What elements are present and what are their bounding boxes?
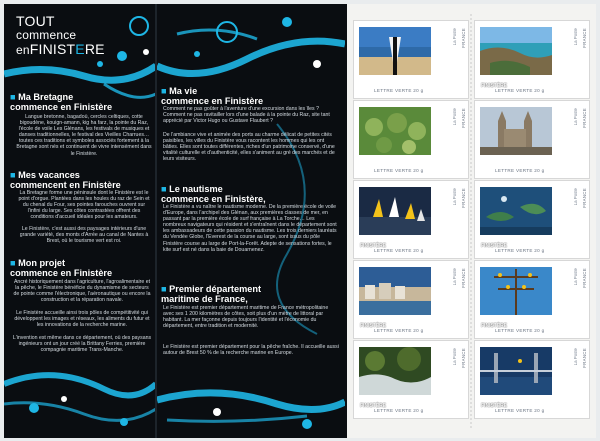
stamp[interactable] [353, 180, 469, 259]
stamp-photo-beach-flags [359, 27, 431, 75]
stamp-photo-coastal-rocks [480, 27, 552, 75]
stamp[interactable] [474, 340, 590, 419]
stamp-photo-cathedral [480, 107, 552, 155]
stamp[interactable] [353, 20, 469, 99]
section-nautisme-body: Le Finistère a vu naître le nautisme moderne. De la première école de voile d'Europe, dans l'archipel des Glénan, aux premières classes de mer, en passant par la première école de surf française à La Torche… Les nombreux navigateurs qui résident et s'entraînent dans le département sont les ambassadeurs de cette passion du nautisme. Les trois derniers lauréats du Vendée Globe, l'Everest de la course au large, sont issus du pôle Finistère course au large de Port-la-Forêt. Adepte de sensations fortes, le kite surf est né dans la baie de Douarnenez. [163, 204, 337, 253]
stamp[interactable] [474, 260, 590, 339]
stamp-brand: La Poste [573, 188, 578, 206]
stamp-country: FRANCE [582, 108, 587, 128]
stamp[interactable] [474, 20, 590, 99]
cover-title-re: RE [84, 41, 105, 57]
section-bretagne-title: ■ Ma Bretagne commence en Finistère [10, 92, 113, 112]
stamp-value: LETTRE VERTE 20 g [495, 88, 545, 93]
stamp[interactable] [474, 180, 590, 259]
stamp-brand: La Poste [573, 28, 578, 46]
stamp-label: FINISTÈRE [481, 403, 508, 409]
stamp-photo-islands-aerial [480, 187, 552, 235]
section-projet-body1: Ancré historiquement dans l'agriculture, l'agroalimentaire et la pêche, le Finistère bénéficie du dynamisme de secteurs de pointe comme l'électronique, l'aéronautique ou encore la construction et la réparation navale. [13, 279, 151, 304]
middle-panel [157, 4, 345, 438]
stamp-country: FRANCE [582, 348, 587, 368]
stamp-photo-sailing-rigging [480, 267, 552, 315]
section-nautisme-title: ■ Le nautisme commence en Finistère, [161, 184, 266, 204]
stamp-value: LETTRE VERTE 20 g [495, 168, 545, 173]
section-projet-title: ■ Mon projet commence en Finistère [10, 258, 113, 278]
stamp-value: LETTRE VERTE 20 g [374, 88, 424, 93]
stamp-brand: La Poste [452, 108, 457, 126]
cover-title-line1: TOUT [16, 13, 55, 29]
stamp-photo-artichokes [359, 107, 431, 155]
stamp-brand: La Poste [573, 108, 578, 126]
cover-title-finist: FINIST [29, 41, 76, 57]
stamp-value: LETTRE VERTE 20 g [495, 408, 545, 413]
cover-title-line3 [16, 42, 105, 57]
stamp-value: LETTRE VERTE 20 g [495, 328, 545, 333]
stamp-label: FINISTÈRE [360, 403, 387, 409]
stamp-label: FINISTÈRE [481, 83, 508, 89]
section-premier-body1: Le Finistère est premier département maritime de France métropolitaine avec ses 1 200 kilomètres de côtes, soit plus d'un mètre de littoral par habitant. La mer façonne depuis toujours l'identité et l'économie du département, entre tradition et modernité. [163, 305, 329, 330]
stamp-photo-forest-stream [359, 347, 431, 395]
cover-title-en: en [16, 43, 30, 57]
cover-title-accent-e: E [75, 41, 85, 57]
stamp[interactable] [474, 100, 590, 179]
stamp-label: FINISTÈRE [360, 243, 387, 249]
stamp-brand: La Poste [573, 348, 578, 366]
section-vie-title: ■ Ma vie commence en Finistère [161, 86, 264, 106]
stamp-brand: La Poste [452, 268, 457, 286]
stamp-photo-windsurfers [359, 187, 431, 235]
section-vacances-body2: Le Finistère, c'est aussi des paysages intérieurs d'une grande variété, des monts d'Arrée au canal de Nantes à Brest, où le tourisme vert est roi. [19, 226, 149, 245]
section-premier-body2: Le Finistère est premier département pour la pêche fraîche. Il accueille aussi autour de Brest 50 % de la recherche marine en Europe. [163, 344, 339, 357]
section-projet-body2: Le Finistère accueille ainsi trois pôles de compétitivité qui développent les images et réseaux, les aliments du futur et les innovations de la recherche marine. [14, 310, 150, 329]
stamp-brand: La Poste [573, 268, 578, 286]
booklet-sheet [4, 4, 596, 438]
stamp-label: FINISTÈRE [481, 323, 508, 329]
stamp-value: LETTRE VERTE 20 g [374, 408, 424, 413]
stamp-country: FRANCE [461, 108, 466, 128]
stamp-country: FRANCE [582, 28, 587, 48]
cover-title-line2: commence [16, 28, 77, 42]
stamp-country: FRANCE [461, 348, 466, 368]
stamp-country: FRANCE [582, 188, 587, 208]
swirl-decoration-left [4, 4, 156, 438]
stamp-sheet [347, 4, 596, 438]
section-vie-body2: De l'ambiance vive et animée des ports au charme délicat de petites cités paisibles, les villes du Finistère vous racontent les hommes qui les ont bâties. Elles sont toutes différentes, riches d'un patrimoine conservé, d'une vitalité culturelle et d'authenticité, elles s'animent au gré des marchés et de leurs visiteurs. [163, 132, 335, 163]
stamp-country: FRANCE [582, 268, 587, 288]
stamp-value: LETTRE VERTE 20 g [374, 248, 424, 253]
stamp-value: LETTRE VERTE 20 g [374, 168, 424, 173]
stamp[interactable] [353, 100, 469, 179]
section-vie-body1: Comment ne pas goûter à l'aventure d'une excursion dans les îles ? Comment ne pas ravitailler lors d'une balade à la pointe du Raz, site tant apprécié par Victor Hugo ou Gustave Flaubert ? [163, 106, 330, 125]
stamp-country: FRANCE [461, 188, 466, 208]
section-projet-body3: L'invention est même dans ce département, où des paysans ingénieurs ont un jour créé la Brittany Ferries, première compagnie maritime Trans-Manche. [12, 335, 152, 354]
stamp-brand: La Poste [452, 348, 457, 366]
section-vacances-title: ■ Mes vacances commencent en Finistère [10, 170, 121, 190]
left-panel [4, 4, 156, 438]
stamp-photo-harbor-town [359, 267, 431, 315]
stamp-value: LETTRE VERTE 20 g [374, 328, 424, 333]
stamp-label: FINISTÈRE [481, 243, 508, 249]
stamp-value: LETTRE VERTE 20 g [495, 248, 545, 253]
stamp-country: FRANCE [461, 268, 466, 288]
cover-title [16, 14, 105, 57]
stamp[interactable] [353, 340, 469, 419]
stamp-country: FRANCE [461, 28, 466, 48]
section-bretagne-body: Langue bretonne, bagadoù, cercles celtiques, cotte bigoudène, kouign-amann, kig ha farz, la pointe du Raz, l'école de voile Les Glénans, les festivals de musiques et danses traditionnelles, le festival des Vieilles Charrues… toutes ces traditions et symboles associés fortement à la Bretagne sont nés et continuent de vivre intensément dans le Finistère. [16, 114, 152, 157]
stamp-brand: La Poste [452, 188, 457, 206]
stamp-photo-brest-bridge [480, 347, 552, 395]
stamp-label: FINISTÈRE [360, 323, 387, 329]
stamp[interactable] [353, 260, 469, 339]
section-premier-title: ■ Premier département maritime de France, [161, 284, 262, 304]
stamp-brand: La Poste [452, 28, 457, 46]
section-vacances-body1: La Bretagne forme une péninsule dont le Finistère est le point d'orgue. Plantées dans les houles du raz de Sein et du chenal du Four, ses pointes farouches ouvrent sur l'infini du large. Ses côtes contrastées offrent des conditions d'accueil idéales pour les amateurs. [18, 190, 150, 221]
